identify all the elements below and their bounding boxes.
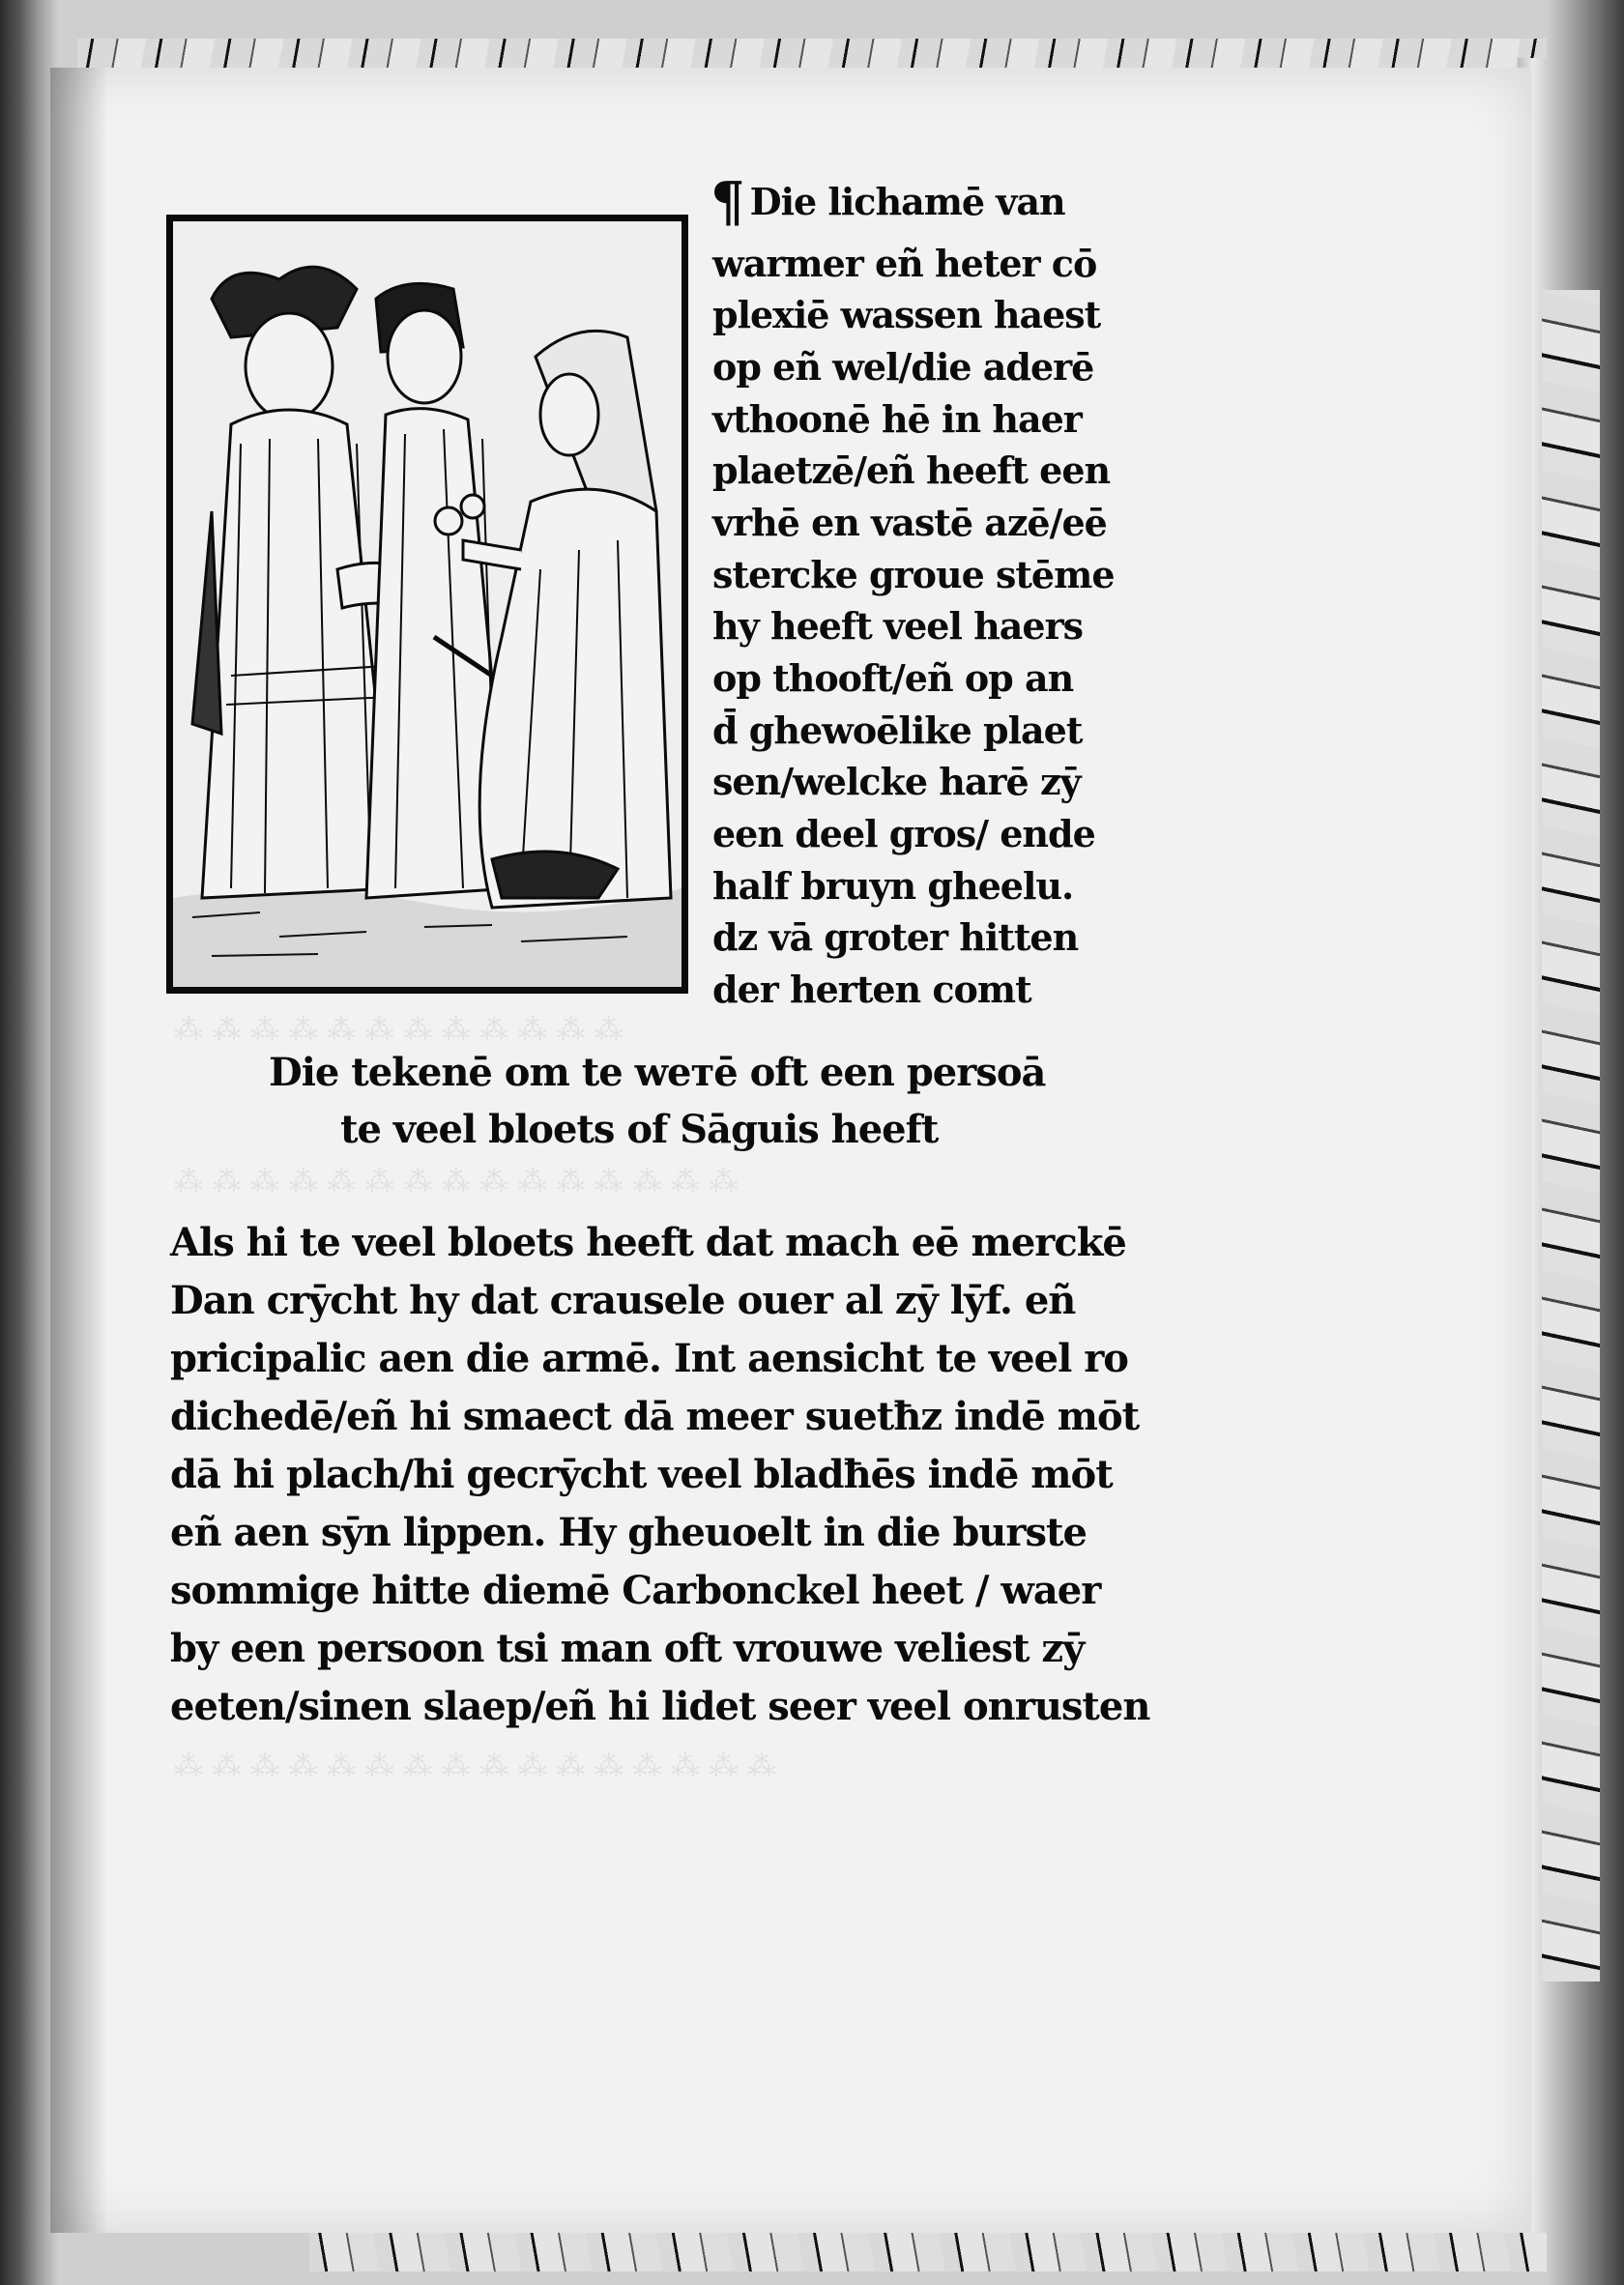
woodcut-figures-image [173, 221, 682, 987]
show-through-text: ⁂ ⁂ ⁂ ⁂ ⁂ ⁂ ⁂ ⁂ ⁂ ⁂ ⁂ ⁂ [174, 1013, 624, 1047]
marbled-endpaper-right [1542, 290, 1600, 1981]
column-line: op thooft/eñ op an [712, 656, 1074, 700]
show-through-text: ⁂ ⁂ ⁂ ⁂ ⁂ ⁂ ⁂ ⁂ ⁂ ⁂ ⁂ ⁂ ⁂ ⁂ ⁂ [174, 1165, 739, 1199]
column-line: plaetzē/eñ heeft een [712, 448, 1111, 492]
column-line: plexiē wassen haest [712, 293, 1101, 336]
body-line: dichedē/eñ hi smaect dā meer suetħz indē mōt [170, 1394, 1140, 1439]
column-line: warmer eñ heter cō [712, 242, 1097, 285]
section-heading-line-1: Die tekenē om te weтē oft een persoā [269, 1050, 1046, 1095]
body-line: pricipalic aen die armē. Int aensicht te veel ro [170, 1336, 1128, 1381]
gutter-shadow [50, 68, 108, 2233]
column-line: hy heeft veel haers [712, 604, 1083, 648]
column-line: der herten comt [712, 968, 1031, 1011]
show-through-text: ⁂ ⁂ ⁂ ⁂ ⁂ ⁂ ⁂ ⁂ ⁂ ⁂ ⁂ ⁂ ⁂ ⁂ ⁂ ⁂ [174, 1750, 777, 1783]
body-line: sommige hitte diemē Carbonckel heet / waer [170, 1568, 1101, 1613]
column-line: half bruyn gheelu. [712, 864, 1074, 908]
body-line: by een persoon tsi man oft vrouwe veliest zȳ [170, 1626, 1085, 1671]
marbled-endpaper-bottom [309, 2233, 1547, 2271]
body-line: eeten/sinen slaep/eñ hi lidet seer veel onrusten [170, 1684, 1150, 1729]
body-line: Als hi te veel bloets heeft dat mach eē merckē [170, 1220, 1126, 1265]
column-line: een deel gros/ ende [712, 812, 1095, 855]
pilcrow-mark: ¶ [710, 170, 744, 234]
section-heading-line-2: te veel bloets of Sāguis heeft [340, 1107, 939, 1152]
column-line: sen/welcke harē zȳ [712, 760, 1081, 803]
column-line: dz vā groter hitten [712, 915, 1079, 959]
body-line: Dan crȳcht hy dat crausele ouer al zȳ lȳf. eñ [170, 1278, 1076, 1323]
column-line: stercke groue stēme [712, 553, 1115, 596]
column-line: ¶ Die lichamē van [710, 170, 1065, 234]
woodcut-illustration [166, 215, 688, 994]
column-line: d̄ ghewoēlike plaet [712, 709, 1083, 752]
body-line: eñ aen sȳn lippen. Hy gheuoelt in die burste [170, 1510, 1087, 1555]
body-line: dā hi plach/hi gecrȳcht veel bladħēs indē mōt [170, 1452, 1113, 1497]
column-line: op eñ wel/die aderē [712, 345, 1094, 389]
column-line: vrhē en vastē azē/eē [712, 501, 1107, 544]
column-line: vthoonē hē in haer [712, 397, 1082, 441]
